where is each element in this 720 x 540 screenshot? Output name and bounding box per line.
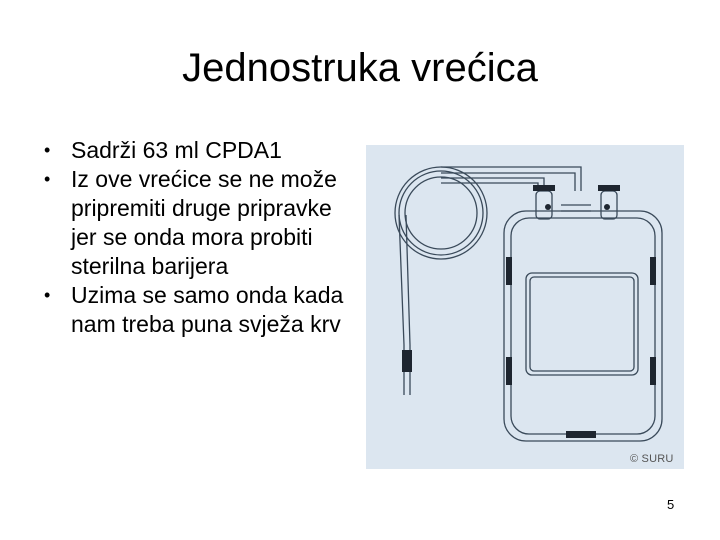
blood-bag-diagram-icon: [366, 145, 684, 469]
page-number: 5: [667, 497, 675, 512]
bullet-text: Iz ove vrećice se ne može pripremiti druge pripravke jer se onda mora probiti sterilna barijera: [71, 166, 337, 279]
bullet-icon: •: [44, 140, 51, 160]
bullet-item: [44, 281, 354, 339]
bullet-icon: •: [44, 169, 51, 189]
bullet-item: [44, 136, 354, 165]
blood-bag-figure: [366, 145, 684, 469]
image-credit: © SURU: [630, 453, 674, 465]
bullet-list: [44, 136, 354, 339]
bullet-icon: •: [44, 285, 51, 305]
slide-title: Jednostruka vrećica: [182, 46, 538, 90]
bullet-text: Sadrži 63 ml CPDA1: [71, 137, 282, 163]
bullet-item: [44, 165, 354, 281]
bullet-text: Uzima se samo onda kada nam treba puna svježa krv: [71, 282, 344, 337]
